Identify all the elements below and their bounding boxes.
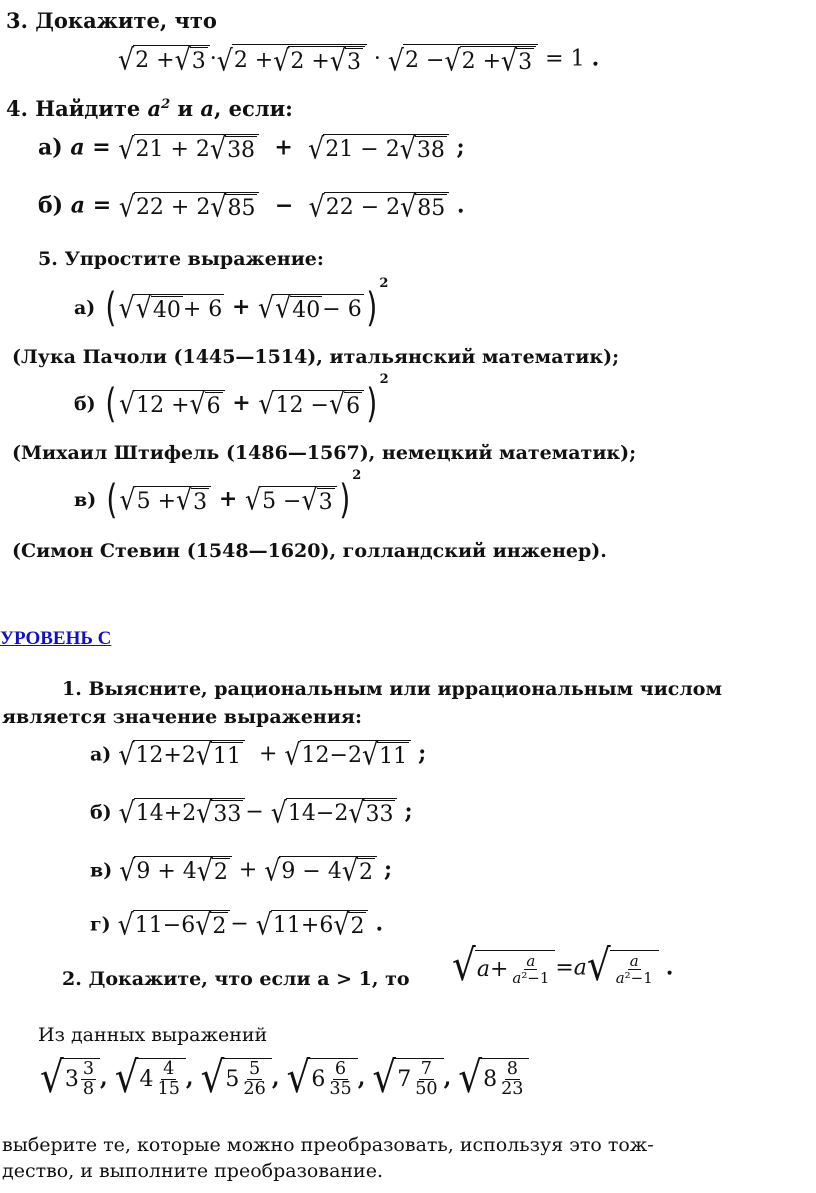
- problem-number: 1.: [62, 678, 82, 700]
- problem-5b: б) ( √ 12 + √ 6 + √ 12 − √ 6 )$^2$: [74, 372, 389, 427]
- period: .: [375, 910, 384, 937]
- comma: ,: [100, 1064, 108, 1091]
- expr-1: √ 3 $\frac{3}{8}$: [40, 1058, 100, 1100]
- c2-statement: [62, 968, 410, 990]
- plus: +: [274, 134, 293, 161]
- equals: =: [92, 134, 111, 161]
- numerator: 3: [82, 1059, 95, 1079]
- problem-title: Докажите, что: [35, 8, 217, 33]
- whole: 3: [64, 1067, 79, 1093]
- problem-text: Выясните, рациональным или иррациональным числом: [88, 678, 722, 700]
- denominator: 8: [82, 1079, 95, 1100]
- semicolon: ;: [383, 856, 393, 883]
- c3-outro-line1: выберите те, которые можно преобразовать, используя это тож-: [2, 1134, 654, 1156]
- equals: =: [92, 192, 112, 219]
- semicolon: ;: [404, 798, 413, 825]
- expr-3: √ 5 $\frac{5}{26}$: [201, 1058, 272, 1100]
- note-stifel: (Михаил Штифель (1486—1567), немецкий математик);: [12, 442, 637, 464]
- rhs: = 1: [545, 46, 585, 72]
- numerator: 4: [163, 1059, 175, 1079]
- c2-identity: √ a + $\frac{a}{\text{a²−1}}$ =a √ $\frac{a}{\text{a²−1}}$ .: [452, 939, 674, 991]
- item-label: б): [74, 393, 96, 415]
- item-label: в): [90, 859, 113, 882]
- conj: и: [177, 96, 194, 121]
- c1-line1: [62, 678, 722, 700]
- problem-4a: а) a = √ 21 + 2 √ 38 + √ 21 − 2 √ 38 ;: [38, 131, 465, 165]
- c1-item-c: в) √ 9 + 4 √ 2 + √ 9 − 4 √ 2 ;: [90, 853, 393, 887]
- c3-outro-line2: дество, и выполните преобразование.: [2, 1160, 384, 1182]
- item-label: а): [38, 134, 63, 161]
- denominator: 26: [243, 1079, 266, 1100]
- c1-line2: является значение выражения:: [2, 706, 362, 728]
- period: .: [665, 954, 674, 981]
- note-pacioli: (Лука Пачоли (1445—1514), итальянский математик);: [12, 346, 620, 368]
- term: 21 − 2: [325, 137, 400, 162]
- condition: a > 1,: [317, 968, 379, 990]
- problem-number: 2.: [62, 968, 82, 990]
- period: .: [456, 192, 465, 219]
- exponent: 2: [161, 97, 171, 112]
- problem-title: Найдите: [35, 96, 141, 121]
- problem-number: 5.: [38, 248, 58, 270]
- title-tail: , если:: [214, 96, 293, 121]
- term: 22 + 2: [135, 195, 211, 220]
- problem-number: 3.: [6, 8, 28, 33]
- whole: 7: [397, 1067, 412, 1093]
- comma: ,: [357, 1064, 366, 1091]
- term: 22 − 2: [325, 195, 401, 220]
- semicolon: ;: [418, 740, 427, 767]
- whole: 8: [483, 1067, 498, 1093]
- item-label: а): [90, 743, 112, 766]
- expr-5: √ 7 $\frac{7}{50}$: [372, 1058, 443, 1100]
- expr-4: √ 6 $\frac{6}{35}$: [286, 1058, 357, 1100]
- item-label: б): [90, 801, 112, 824]
- comma: ,: [271, 1064, 280, 1091]
- c1-item-a: а) √ 12+2 √ 11 + √ 12−2 √ 11 ;: [90, 737, 427, 771]
- var-a: a: [147, 96, 162, 121]
- problem-5-header: [38, 248, 324, 270]
- problem-number: 4.: [6, 96, 28, 121]
- problem-4b: б) a = √ 22 + 2 √ 85 − √ 22 − 2 √ 85 .: [38, 189, 465, 223]
- exponent: 2: [352, 468, 362, 483]
- whole: 4: [139, 1067, 154, 1093]
- var-a: a: [200, 96, 215, 121]
- denominator: 50: [415, 1079, 438, 1100]
- term: 21 + 2: [135, 137, 210, 162]
- exponent: 2: [379, 276, 389, 291]
- problem-title: Упростите выражение:: [64, 248, 324, 270]
- period: .: [591, 45, 600, 72]
- radicand: 85: [227, 196, 256, 221]
- whole: 5: [225, 1067, 240, 1093]
- radicand: 38: [416, 138, 445, 163]
- radicand: 38: [227, 138, 256, 163]
- item-label: г): [90, 913, 111, 936]
- denominator: 15: [157, 1079, 180, 1100]
- problem-3-formula: √ 2 + √ 3 · √ 2 + √ 2 + √ 3 · √ 2 − √ 2 + √ 3 = 1 .: [118, 42, 600, 77]
- item-label: в): [74, 489, 97, 511]
- then-word: то: [385, 968, 410, 990]
- denominator: 35: [329, 1079, 352, 1100]
- problem-4-header: [6, 96, 293, 121]
- c1-item-b: б) √ 14+2 √ 33 − √ 14−2 √ 33 ;: [90, 795, 413, 829]
- numerator: 7: [420, 1059, 432, 1079]
- c1-item-d: г) √ 11−6 √ 2 − √ 11+6 √ 2 .: [90, 907, 384, 941]
- radicand: 85: [417, 196, 446, 221]
- c3-intro: Из данных выражений: [38, 1024, 268, 1046]
- semicolon: ;: [456, 134, 465, 161]
- problem-5c: в) ( √ 5 + √ 3 + √ 5 − √ 3 )$^2$: [74, 468, 362, 523]
- problem-3-header: [6, 8, 217, 33]
- problem-text: Докажите, что если: [88, 968, 311, 990]
- denominator: 23: [501, 1079, 524, 1100]
- level-c-heading[interactable]: УРОВЕНЬ С: [0, 628, 112, 649]
- note-stevin: (Симон Стевин (1548—1620), голландский инженер).: [12, 540, 607, 562]
- expr-6: √ 8 $\frac{8}{23}$: [458, 1058, 529, 1100]
- item-label: б): [38, 192, 64, 219]
- comma: ,: [185, 1064, 194, 1091]
- problem-5a: а) ( √ √ 40 + 6 + √ √ 40 − 6 )$^2$: [74, 276, 389, 331]
- item-label: а): [74, 297, 96, 319]
- c3-expressions: [40, 1052, 529, 1103]
- comma: ,: [443, 1064, 452, 1091]
- expr-2: √ 4 $\frac{4}{15}$: [115, 1058, 186, 1100]
- numerator: 8: [506, 1059, 518, 1079]
- exponent: 2: [379, 372, 389, 387]
- numerator: 6: [334, 1059, 347, 1079]
- numerator: 5: [249, 1059, 261, 1079]
- minus: −: [274, 192, 294, 219]
- whole: 6: [311, 1067, 326, 1093]
